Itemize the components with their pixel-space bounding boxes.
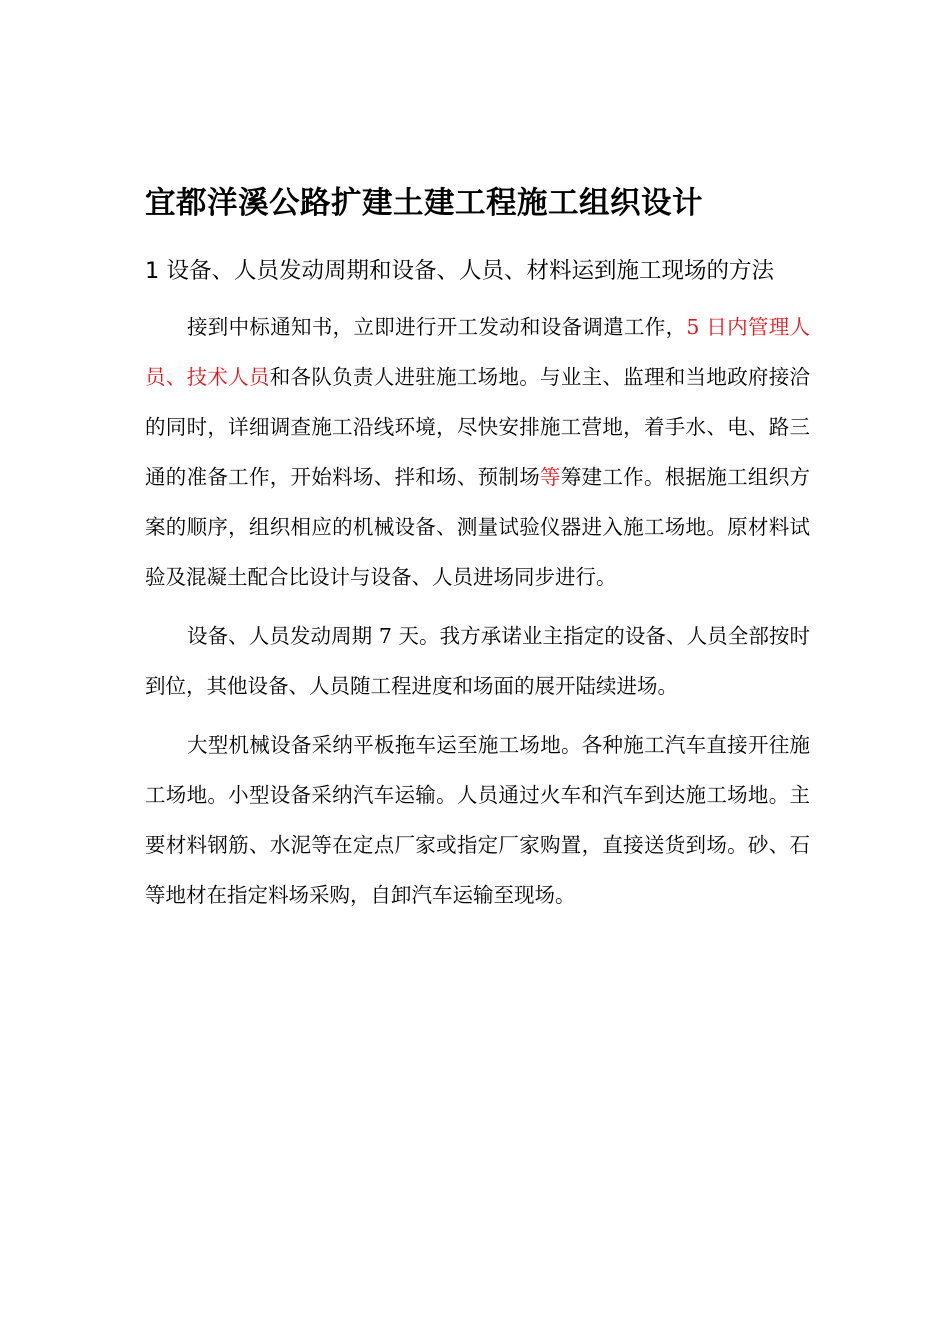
document-title: 宜都洋溪公路扩建土建工程施工组织设计 xyxy=(145,186,703,221)
paragraph-mobilization xyxy=(145,302,810,602)
paragraph-1-highlight-deng: 等 xyxy=(540,465,561,489)
paragraph-mobilization-period: 设备、人员发动周期 7 天。我方承诺业主指定的设备、人员全部按时到位，其他设备、人员随工程进度和场面的展开陆续进场。 xyxy=(145,624,810,698)
paragraph-1-highlight-personnel: 5 日内管理人员、技术人员 xyxy=(145,315,811,389)
paragraph-1-text-c: 筹建工作。根据施工组织方案的顺序，组织相应的机械设备、测量试验仪器进入施工场地。原材料试验及混凝土配合比设计与设备、人员进场同步进行。 xyxy=(145,465,811,589)
paragraph-1-text-a: 接到中标通知书，立即进行开工发动和设备调遣工作， xyxy=(187,315,687,339)
paragraph-transport-method: 大型机械设备采纳平板拖车运至施工场地。各种施工汽车直接开往施工场地。小型设备采纳汽车运输。人员通过火车和汽车到达施工场地。主要材料钢筋、水泥等在定点厂家或指定厂家购置，直接送货到场。砂、石等地材在指定料场采购，自卸汽车运输至现场。 xyxy=(145,733,810,907)
paragraph-1-text-b: 和各队负责人进驻施工场地。与业主、监理和当地政府接洽的同时，详细调查施工沿线环境，尽快安排施工营地，着手水、电、路三通的准备工作，开始料场、拌和场、预制场 xyxy=(145,365,811,489)
section-heading: 1 设备、人员发动周期和设备、人员、材料运到施工现场的方法 xyxy=(145,258,774,284)
document-body xyxy=(145,176,820,920)
